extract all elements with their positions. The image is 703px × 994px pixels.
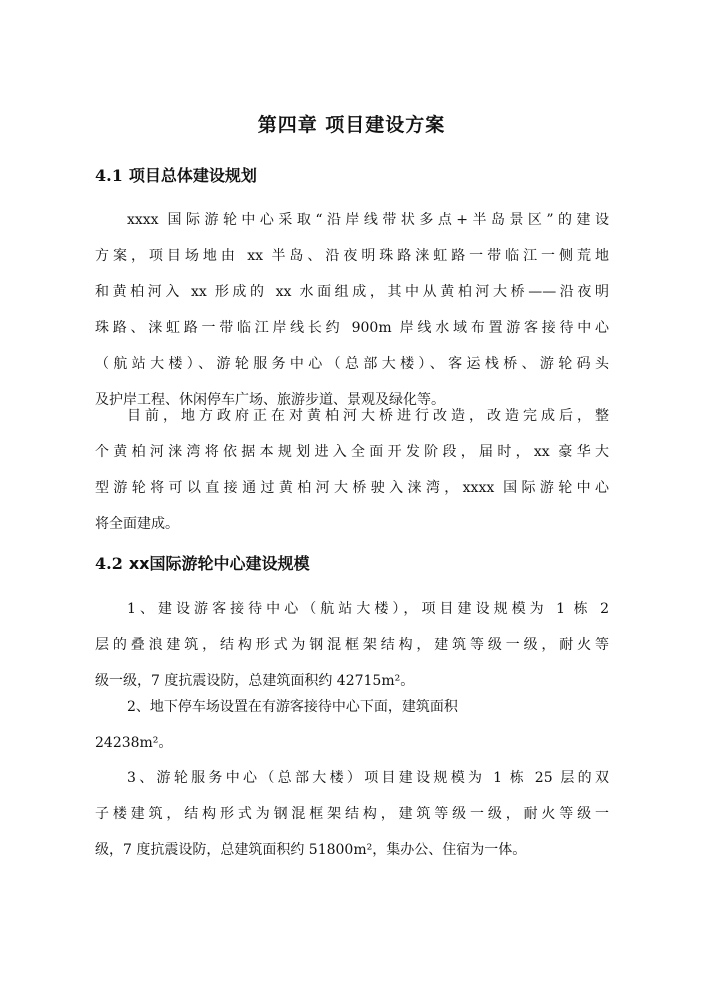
paragraph <box>95 202 609 418</box>
section-heading-4-2 <box>95 551 310 574</box>
paragraph <box>95 760 609 868</box>
text-line: 目前，地方政府正在对黄柏河大桥进行改造，改造完成后，整 <box>127 408 609 424</box>
paragraph <box>95 689 609 761</box>
text-line: 3、游轮服务中心（总部大楼）项目建设规模为 1 栋 25 层的双 <box>127 770 609 786</box>
text-line: 将全面建成。 <box>95 516 179 532</box>
text-line: 层的叠浪建筑，结构形式为钢混框架结构，建筑等级一级，耐火等 <box>95 637 609 653</box>
text-line: 子楼建筑，结构形式为钢混框架结构，建筑等级一级，耐火等级一 <box>95 806 609 822</box>
text-line: 级，7 度抗震设防，总建筑面积约 51800m²，集办公、住宿为一体。 <box>95 842 527 858</box>
text-line: 型游轮将可以直接通过黄柏河大桥驶入涞湾，xxxx 国际游轮中心 <box>95 480 609 496</box>
section-title: 项目总体建设规划 <box>128 166 257 185</box>
text-line: xxxx 国际游轮中心采取“沿岸线带状多点+半岛景区”的建设 <box>127 212 609 228</box>
text-line: 个黄柏河涞湾将依据本规划进入全面开发阶段，届时，xx 豪华大 <box>95 444 609 460</box>
text-line: 24238m²。 <box>95 735 173 751</box>
section-heading-4-1 <box>95 163 257 186</box>
section-title: xx国际游轮中心建设规模 <box>128 554 310 573</box>
text-line: 方案，项目场地由 xx 半岛、沿夜明珠路涞虹路一带临江一侧荒地 <box>95 248 609 264</box>
text-line: 和黄柏河入 xx 形成的 xx 水面组成，其中从黄柏河大桥——沿夜明 <box>95 284 609 300</box>
paragraph <box>95 398 609 542</box>
chapter-title: 第四章 项目建设方案 <box>257 114 446 136</box>
paragraph <box>95 591 609 699</box>
section-number: 4.2 <box>95 554 123 573</box>
section-number: 4.1 <box>95 166 123 185</box>
text-line: （航站大楼）、游轮服务中心（总部大楼）、客运栈桥、游轮码头 <box>95 356 609 372</box>
text-line: 2、地下停车场设置在有游客接待中心下面，建筑面积 <box>127 699 458 715</box>
text-line: 及护岸工程、休闲停车广场、旅游步道、景观及绿化等。 <box>95 392 445 408</box>
text-line: 级一级，7 度抗震设防，总建筑面积约 42715m²。 <box>95 673 415 689</box>
text-line: 1、建设游客接待中心（航站大楼），项目建设规模为 1 栋 2 <box>127 601 609 617</box>
text-line: 珠路、涞虹路一带临江岸线长约 900m 岸线水域布置游客接待中心 <box>95 320 609 336</box>
